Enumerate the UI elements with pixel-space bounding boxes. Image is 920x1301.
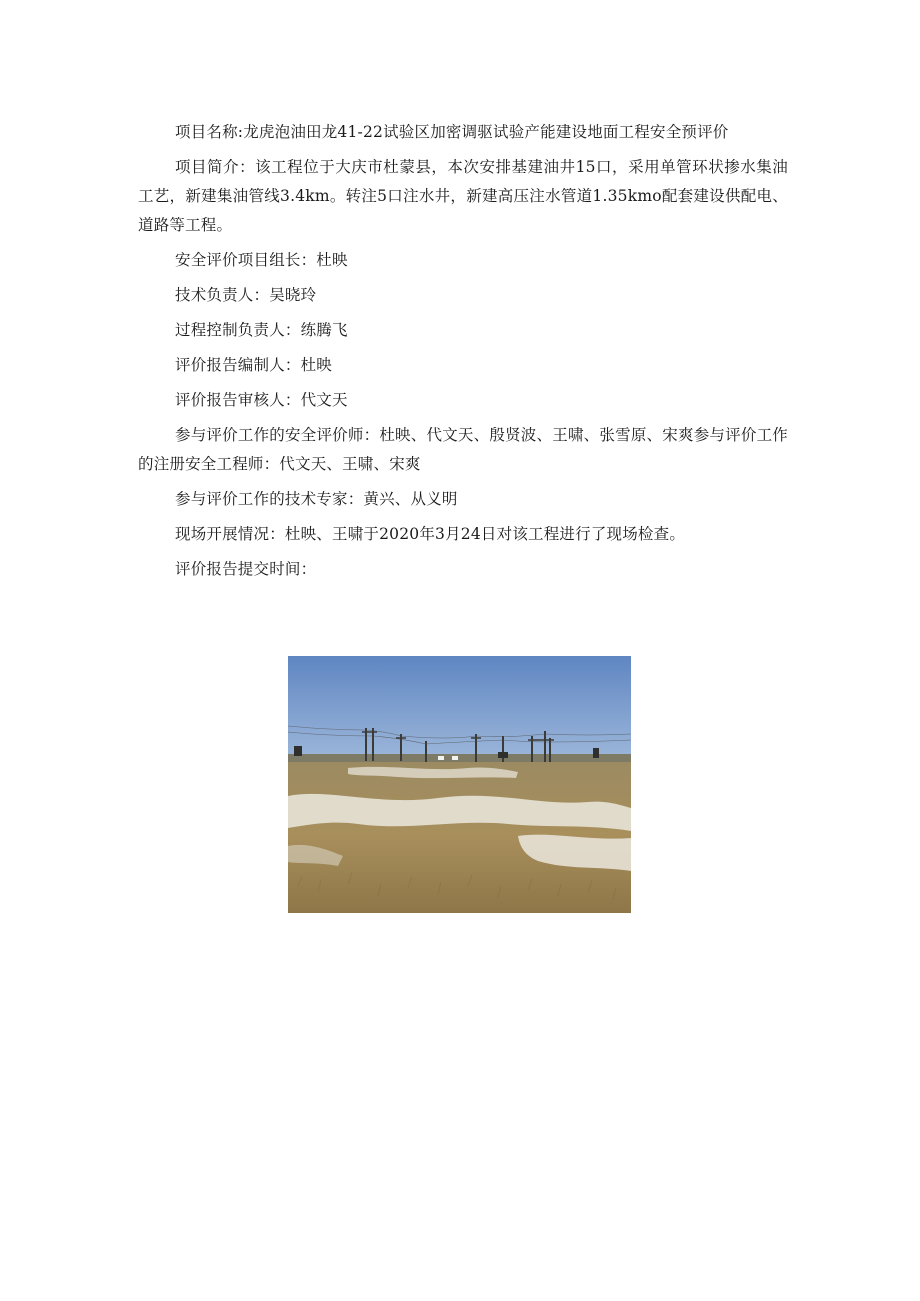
project-intro: 项目简介：该工程位于大庆市杜蒙县，本次安排基建油井15口，采用单管环状掺水集油工艺，新建集油管线3.4km。转注5口注水井，新建高压注水管道1.35kmo配套建设供配电、道路等工程。 xyxy=(138,158,788,234)
document-body xyxy=(138,118,788,590)
report-author: 评价报告编制人：杜映 xyxy=(175,356,333,374)
tech-lead: 技术负责人：吴晓玲 xyxy=(175,286,317,304)
project-name: 项目名称:龙虎泡油田龙41-22试验区加密调驱试验产能建设地面工程安全预评价 xyxy=(175,123,729,141)
team-leader: 安全评价项目组长：杜映 xyxy=(175,251,348,269)
site-visit: 现场开展情况：杜映、王啸于2020年3月24日对该工程进行了现场检查。 xyxy=(175,525,686,543)
oilfield-site-photo xyxy=(288,656,631,913)
submit-time: 评价报告提交时间： xyxy=(175,560,317,578)
technical-experts: 参与评价工作的技术专家：黄兴、从义明 xyxy=(175,490,458,508)
evaluators: 参与评价工作的安全评价师：杜映、代文天、殷贤波、王啸、张雪原、宋爽参与评价工作的注册安全工程师：代文天、王啸、宋爽 xyxy=(138,426,788,473)
report-reviewer: 评价报告审核人：代文天 xyxy=(175,391,348,409)
process-control-lead: 过程控制负责人：练腾飞 xyxy=(175,321,348,339)
